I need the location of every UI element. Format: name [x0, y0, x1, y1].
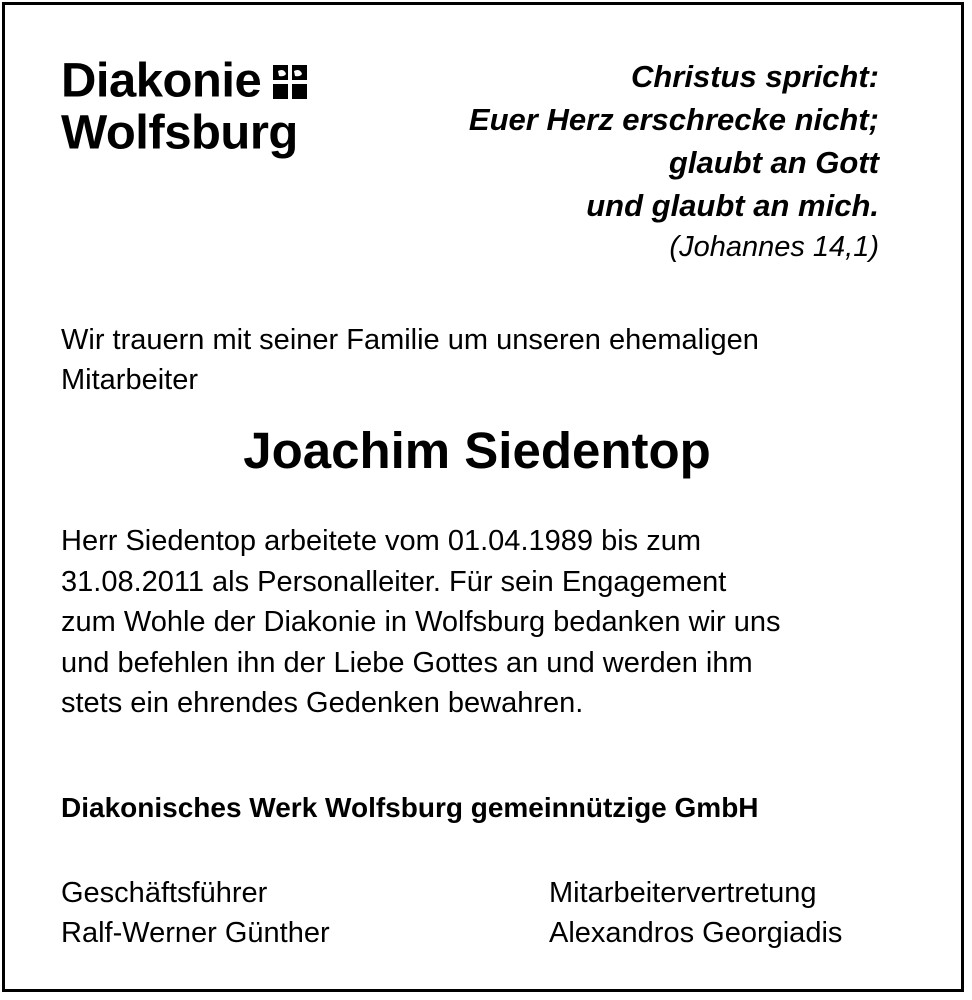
logo-text-line2: Wolfsburg: [61, 106, 298, 160]
signature-name: Alexandros Georgiadis: [549, 917, 843, 949]
bible-verse: [469, 55, 879, 267]
logo-row-top: [61, 55, 307, 107]
body-line: Herr Siedentop arbeitete vom 01.04.1989 bis zum: [61, 525, 701, 557]
verse-line: glaubt an Gott: [668, 145, 879, 180]
signature-name: Ralf-Werner Günther: [61, 917, 330, 949]
diakonie-logo: [61, 55, 307, 159]
diakonie-cross-icon: [273, 65, 307, 99]
verse-reference: (Johannes 14,1): [669, 231, 879, 263]
verse-line: und glaubt an mich.: [586, 188, 879, 223]
organization-name: Diakonisches Werk Wolfsburg gemeinnützige GmbH: [61, 792, 759, 823]
intro-line: Mitarbeiter: [61, 364, 198, 396]
obituary-notice: [2, 2, 964, 992]
signature-role: Geschäftsführer: [61, 877, 268, 909]
deceased-name: Joachim Siedentop: [243, 422, 711, 479]
verse-line: Christus spricht:: [630, 59, 879, 94]
signature-right: [549, 873, 842, 953]
intro-line: Wir trauern mit seiner Familie um unseren ehemaligen: [61, 324, 759, 356]
body-line: zum Wohle der Diakonie in Wolfsburg bedanken wir uns: [61, 606, 781, 638]
signature-left: [61, 873, 330, 953]
logo-text-line1: Diakonie: [61, 54, 262, 108]
intro-text: [61, 320, 921, 400]
body-line: 31.08.2011 als Personalleiter. Für sein Engagement: [61, 565, 727, 598]
signature-role: Mitarbeitervertretung: [549, 877, 817, 909]
body-text: [61, 521, 921, 724]
body-line: stets ein ehrendes Gedenken bewahren.: [61, 687, 584, 719]
body-line: und befehlen ihn der Liebe Gottes an und werden ihm: [61, 646, 753, 679]
verse-line: Euer Herz erschrecke nicht;: [468, 102, 879, 137]
